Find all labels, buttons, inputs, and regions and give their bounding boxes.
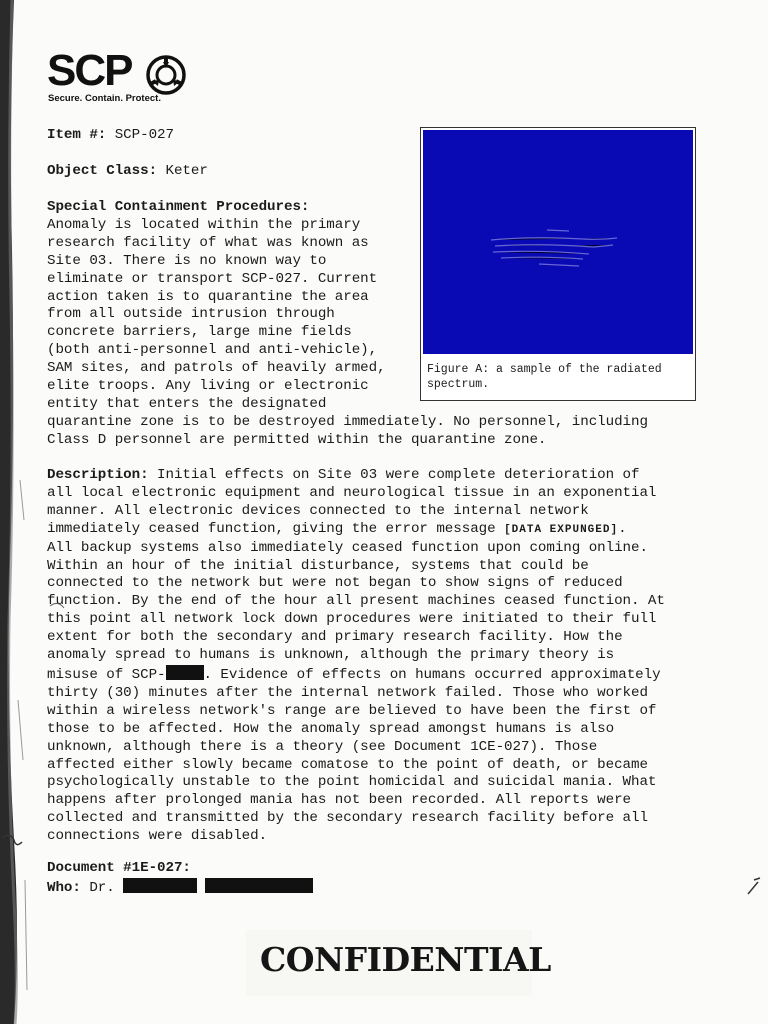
document-label: Document #1E-027: bbox=[47, 860, 191, 876]
stamp-text: CONFIDENTIAL bbox=[260, 940, 551, 979]
description-line: All backup systems also immediately ceased function upon coming online. bbox=[47, 539, 648, 556]
logo-tagline: Secure. Contain. Protect. bbox=[48, 93, 161, 104]
item-label: Item #: bbox=[47, 127, 107, 143]
figure-caption: Figure A: a sample of the radiated spectrum. bbox=[427, 363, 662, 391]
redaction-bar bbox=[205, 878, 313, 893]
redaction-bar bbox=[123, 878, 197, 893]
redaction-bar bbox=[166, 665, 204, 680]
object-class-value: Keter bbox=[165, 163, 208, 179]
description-line: all local electronic equipment and neurological tissue in an exponential bbox=[47, 484, 657, 501]
description-line: immediately ceased function, giving the error message [DATA EXPUNGED]. bbox=[47, 520, 627, 537]
confidential-stamp bbox=[246, 930, 551, 996]
scanned-page-edge bbox=[0, 0, 40, 1024]
description-line: within a wireless network's range are believed to have been the first of bbox=[47, 702, 657, 719]
procedures-line: from all outside intrusion through bbox=[47, 306, 335, 323]
description-line: this point all network lock down procedures were initiated to their full bbox=[47, 611, 657, 628]
procedures-line: research facility of what was known as bbox=[47, 234, 369, 251]
figure-a bbox=[420, 127, 696, 401]
description-line: affected either slowly became comatose to the point of death, or became bbox=[47, 756, 648, 773]
description-line: unknown, although there is a theory (see Document 1CE-027). Those bbox=[47, 738, 598, 755]
description-line: misuse of SCP- . Evidence of effects on humans occurred approximately bbox=[47, 666, 661, 683]
procedures-label: Special Containment Procedures: bbox=[47, 199, 310, 215]
description-section bbox=[47, 467, 665, 846]
object-class-label: Object Class: bbox=[47, 163, 158, 179]
description-line: manner. All electronic devices connected to the internal network bbox=[47, 502, 589, 519]
document-section bbox=[47, 860, 313, 898]
description-line: Within an hour of the initial disturbance, systems that could be bbox=[47, 557, 589, 574]
who-line bbox=[47, 878, 313, 898]
data-expunged-marker: [DATA EXPUNGED] bbox=[504, 523, 619, 536]
who-value: Dr. bbox=[80, 879, 124, 896]
description-line: psychologically unstable to the point homicidal and suicidal mania. What bbox=[47, 774, 657, 791]
procedures-line: concrete barriers, large mine fields bbox=[47, 324, 352, 341]
description-line: collected and transmitted by the secondary research facility before all bbox=[47, 810, 648, 827]
procedures-line: Anomaly is located within the primary bbox=[47, 216, 361, 233]
description-line: extent for both the secondary and primary research facility. How the bbox=[47, 629, 623, 646]
procedures-line: Site 03. There is no known way to bbox=[47, 252, 327, 269]
item-number-line bbox=[47, 127, 174, 145]
procedures-line: elite troops. Any living or electronic bbox=[47, 378, 369, 395]
description-line: Description: Initial effects on Site 03 were complete deterioration of bbox=[47, 467, 640, 483]
object-class-line bbox=[47, 163, 208, 181]
procedures-line: entity that enters the designated bbox=[47, 395, 327, 412]
item-value: SCP-027 bbox=[114, 127, 174, 143]
scp-logo bbox=[47, 46, 197, 106]
description-line: those to be affected. How the anomaly spread amongst humans is also bbox=[47, 720, 615, 737]
description-line: happens after prolonged mania has not been recorded. All reports were bbox=[47, 792, 632, 809]
description-label: Description: bbox=[47, 467, 149, 483]
scp-emblem-icon bbox=[146, 55, 186, 95]
description-line: connected to the network but were not began to show signs of reduced bbox=[47, 575, 623, 592]
radiated-spectrum-image bbox=[423, 130, 693, 354]
description-line: connections were disabled. bbox=[47, 828, 268, 845]
procedures-line: quarantine zone is to be destroyed immediately. No personnel, including bbox=[47, 413, 648, 430]
procedures-line: eliminate or transport SCP-027. Current bbox=[47, 270, 378, 287]
procedures-line: action taken is to quarantine the area bbox=[47, 288, 369, 305]
procedures-line: Class D personnel are permitted within the quarantine zone. bbox=[47, 431, 547, 448]
description-line: function. By the end of the hour all present machines ceased function. At bbox=[47, 593, 665, 610]
procedures-line: SAM sites, and patrols of heavily armed, bbox=[47, 360, 386, 377]
logo-wordmark: SCP bbox=[47, 46, 132, 95]
procedures-line: (both anti-personnel and anti-vehicle), bbox=[47, 342, 378, 359]
description-line: anomaly spread to humans is unknown, although the primary theory is bbox=[47, 647, 615, 664]
description-line: thirty (30) minutes after the internal network failed. Those who worked bbox=[47, 684, 648, 701]
who-label: Who: bbox=[47, 879, 81, 896]
